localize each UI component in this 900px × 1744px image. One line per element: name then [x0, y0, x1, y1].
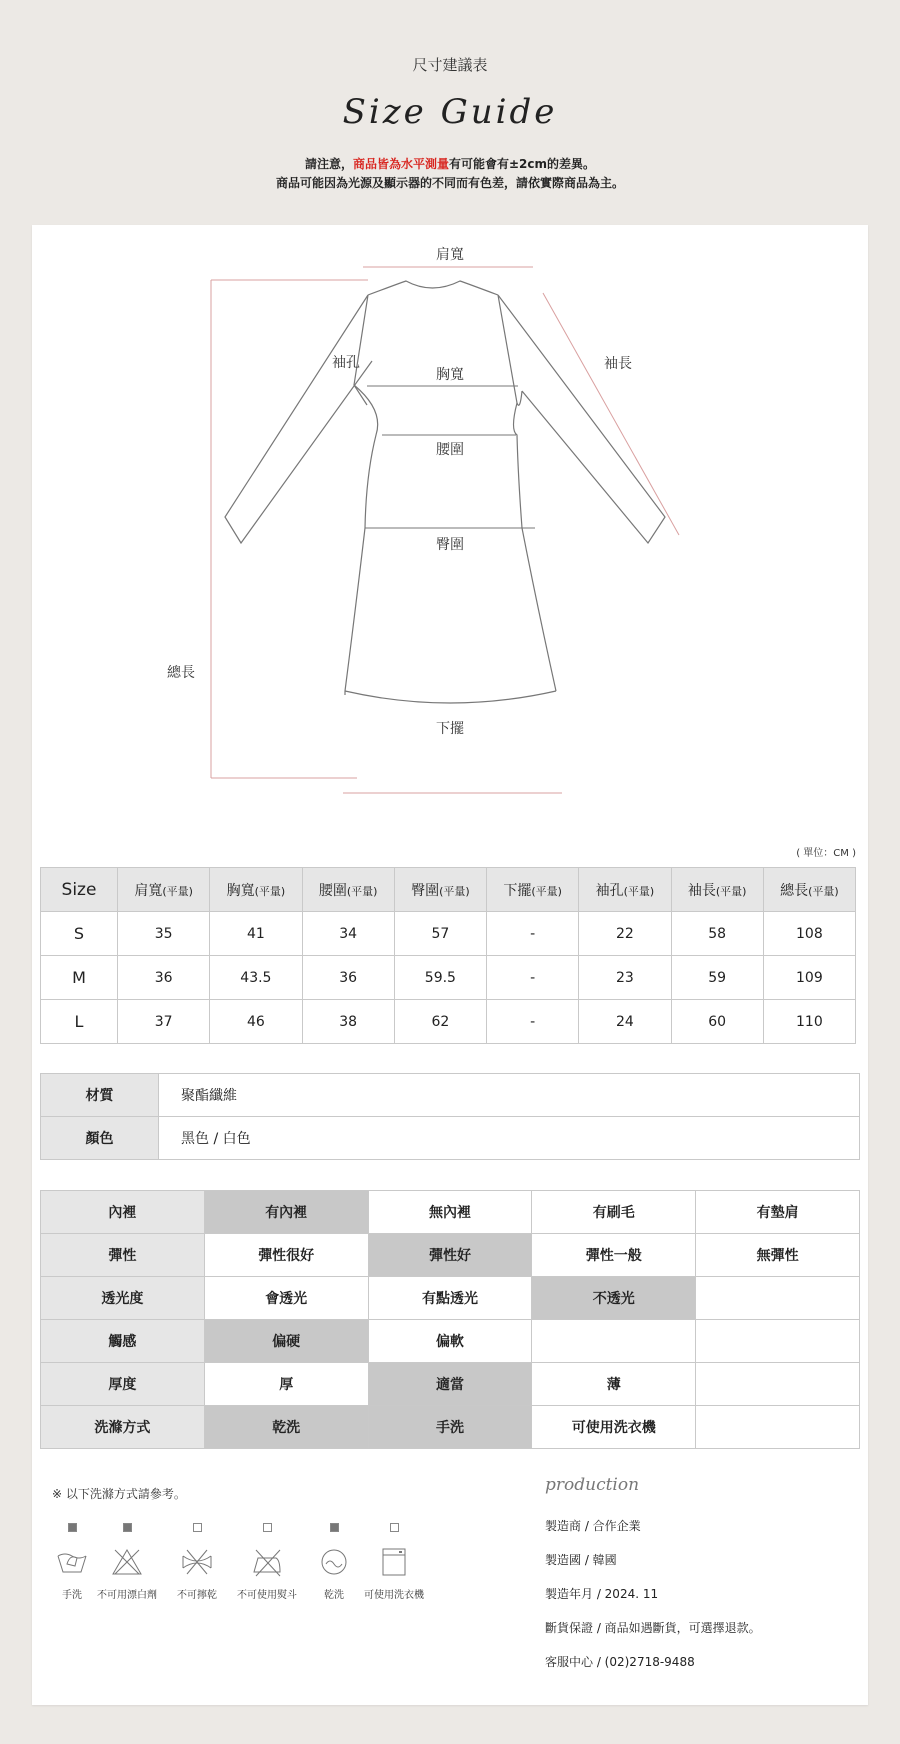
no-bleach-icon	[110, 1546, 144, 1578]
attribute-option	[696, 1363, 860, 1406]
wash-item	[354, 1523, 434, 1601]
attribute-table-body	[41, 1191, 860, 1449]
material-table	[40, 1073, 860, 1160]
hem-label: 下擺	[436, 721, 464, 737]
size-header-cell	[118, 868, 210, 912]
color-row	[41, 1117, 860, 1160]
attribute-option: 彈性好	[368, 1234, 532, 1277]
wash-checkbox	[263, 1523, 272, 1532]
measure-cell: 59.5	[394, 956, 486, 1000]
production-manufacturer: 製造商 / 合作企業	[545, 1519, 641, 1533]
measure-cell: 35	[118, 912, 210, 956]
attribute-label: 內裡	[41, 1191, 205, 1234]
attribute-row	[41, 1363, 860, 1406]
header-main: 總長	[780, 882, 809, 899]
measure-notice	[0, 155, 900, 172]
measure-cell: 24	[579, 1000, 671, 1044]
measure-cell: 109	[763, 956, 855, 1000]
size-header-cell	[579, 868, 671, 912]
length-label: 總長	[167, 665, 195, 681]
header-main: 腰圍	[318, 882, 347, 899]
attribute-option	[696, 1320, 860, 1363]
no-iron-icon	[250, 1546, 284, 1578]
production-title: production	[545, 1475, 640, 1495]
attribute-option: 薄	[532, 1363, 696, 1406]
measure-cell: 62	[394, 1000, 486, 1044]
wash-label: 可使用洗衣機	[364, 1590, 424, 1601]
header-main: 袖孔	[595, 882, 624, 899]
measure-cell: 46	[210, 1000, 302, 1044]
size-header-cell	[487, 868, 579, 912]
wash-label: 不可使用熨斗	[237, 1590, 297, 1601]
measure-cell: 22	[579, 912, 671, 956]
measure-cell: 58	[671, 912, 763, 956]
wash-label: 不可用漂白劑	[97, 1590, 157, 1601]
measure-cell: 36	[118, 956, 210, 1000]
measure-cell: 59	[671, 956, 763, 1000]
notice-text: 有可能會有±2cm的差異。	[449, 157, 596, 171]
measure-cell: 34	[302, 912, 394, 956]
measure-cell: 41	[210, 912, 302, 956]
measure-cell: 38	[302, 1000, 394, 1044]
chest-label: 胸寬	[436, 367, 464, 383]
notice-text: 請注意，	[304, 157, 353, 171]
hand-wash-icon	[55, 1546, 89, 1578]
wash-item	[87, 1523, 167, 1601]
size-table-header	[41, 868, 856, 912]
attribute-option: 厚	[204, 1363, 368, 1406]
header-sub: (平量)	[623, 884, 655, 898]
size-header-cell	[210, 868, 302, 912]
header-main: 臀圍	[411, 882, 440, 899]
production-service: 客服中心 / (02)2718-9488	[545, 1655, 695, 1669]
attribute-label: 透光度	[41, 1277, 205, 1320]
attribute-label: 彈性	[41, 1234, 205, 1277]
waist-label: 腰圍	[436, 442, 464, 458]
measure-cell: -	[487, 912, 579, 956]
attribute-option: 有內裡	[204, 1191, 368, 1234]
dress-diagram	[32, 225, 868, 825]
wash-checkbox	[330, 1523, 339, 1532]
header-main: 胸寬	[226, 882, 255, 899]
no-wring-icon	[180, 1546, 214, 1578]
color-label: 顏色	[41, 1117, 159, 1160]
header-sub: (平量)	[808, 884, 839, 898]
attribute-option: 彈性很好	[204, 1234, 368, 1277]
header-sub: (平量)	[346, 884, 378, 898]
attribute-option: 有墊肩	[696, 1191, 860, 1234]
header-main: Size	[61, 879, 97, 900]
measure-cell: 110	[763, 1000, 855, 1044]
attribute-label: 厚度	[41, 1363, 205, 1406]
attribute-option	[532, 1320, 696, 1363]
attribute-option: 適當	[368, 1363, 532, 1406]
wash-note: ※ 以下洗滌方式請參考。	[52, 1487, 186, 1501]
wash-label: 手洗	[62, 1590, 82, 1601]
size-cell: M	[41, 956, 118, 1000]
production-guarantee: 斷貨保證 / 商品如遇斷貨，可選擇退款。	[545, 1621, 761, 1635]
production-country: 製造國 / 韓國	[545, 1553, 617, 1567]
measure-cell: 57	[394, 912, 486, 956]
header-sub: (平量)	[162, 884, 193, 898]
attribute-option: 會透光	[204, 1277, 368, 1320]
attribute-row	[41, 1277, 860, 1320]
washing-machine-icon	[377, 1546, 411, 1578]
size-table	[40, 867, 856, 1044]
attribute-option: 乾洗	[204, 1406, 368, 1449]
attribute-option: 有點透光	[368, 1277, 532, 1320]
sleeve-label: 袖長	[604, 356, 632, 372]
size-row	[41, 956, 856, 1000]
measure-cell: 36	[302, 956, 394, 1000]
measure-cell: 60	[671, 1000, 763, 1044]
attribute-row	[41, 1320, 860, 1363]
attribute-table	[40, 1190, 860, 1449]
header-sub: (平量)	[254, 884, 286, 898]
material-value: 聚酯纖維	[159, 1074, 860, 1117]
size-row	[41, 1000, 856, 1044]
header-sub: (平量)	[439, 884, 470, 898]
attribute-option: 不透光	[532, 1277, 696, 1320]
header-sub: (平量)	[715, 884, 747, 898]
measure-cell: 37	[118, 1000, 210, 1044]
attribute-row	[41, 1191, 860, 1234]
wash-checkbox	[390, 1523, 399, 1532]
material-row	[41, 1074, 860, 1117]
shoulder-label: 肩寬	[436, 247, 464, 263]
measure-cell: -	[487, 1000, 579, 1044]
page-subtitle: 尺寸建議表	[412, 56, 488, 74]
attribute-option: 手洗	[368, 1406, 532, 1449]
attribute-option: 可使用洗衣機	[532, 1406, 696, 1449]
wash-label: 不可擰乾	[177, 1590, 217, 1601]
color-value: 黑色 / 白色	[159, 1117, 860, 1160]
attribute-option	[696, 1277, 860, 1320]
attribute-option: 有刷毛	[532, 1191, 696, 1234]
size-row	[41, 912, 856, 956]
wash-checkbox	[193, 1523, 202, 1532]
unit-label: ( 單位：CM )	[796, 848, 856, 859]
material-label: 材質	[41, 1074, 159, 1117]
measure-cell: -	[487, 956, 579, 1000]
header-main: 肩寬	[134, 882, 163, 899]
wash-checkbox	[68, 1523, 77, 1532]
attribute-label: 觸感	[41, 1320, 205, 1363]
header-sub: (平量)	[531, 884, 562, 898]
wash-item	[157, 1523, 237, 1601]
measure-cell: 43.5	[210, 956, 302, 1000]
size-guide-card	[32, 225, 868, 1705]
attribute-row	[41, 1406, 860, 1449]
attribute-row	[41, 1234, 860, 1277]
notice-highlight: 商品皆為水平測量	[352, 157, 449, 171]
attribute-option	[696, 1406, 860, 1449]
attribute-option: 彈性一般	[532, 1234, 696, 1277]
size-header-cell	[763, 868, 855, 912]
attribute-option: 偏軟	[368, 1320, 532, 1363]
wash-checkbox	[123, 1523, 132, 1532]
production-date: 製造年月 / 2024. 11	[545, 1587, 659, 1601]
size-cell: S	[41, 912, 118, 956]
page-title: Size Guide	[342, 92, 558, 132]
measure-cell: 23	[579, 956, 671, 1000]
attribute-option: 無彈性	[696, 1234, 860, 1277]
attribute-label: 洗滌方式	[41, 1406, 205, 1449]
header-main: 下擺	[503, 882, 532, 899]
size-cell: L	[41, 1000, 118, 1044]
size-header-cell	[302, 868, 394, 912]
header-main: 袖長	[687, 882, 716, 899]
color-notice: 商品可能因為光源及顯示器的不同而有色差，請依實際商品為主。	[275, 176, 624, 190]
attribute-option: 無內裡	[368, 1191, 532, 1234]
wash-label: 乾洗	[324, 1590, 344, 1601]
attribute-option: 偏硬	[204, 1320, 368, 1363]
measure-cell: 108	[763, 912, 855, 956]
size-table-body	[41, 912, 856, 1044]
hip-label: 臀圍	[436, 537, 464, 553]
size-header-cell	[671, 868, 763, 912]
size-header-cell	[41, 868, 118, 912]
size-header-cell	[394, 868, 486, 912]
dry-clean-icon	[317, 1546, 351, 1578]
armhole-label: 袖孔	[332, 355, 360, 371]
